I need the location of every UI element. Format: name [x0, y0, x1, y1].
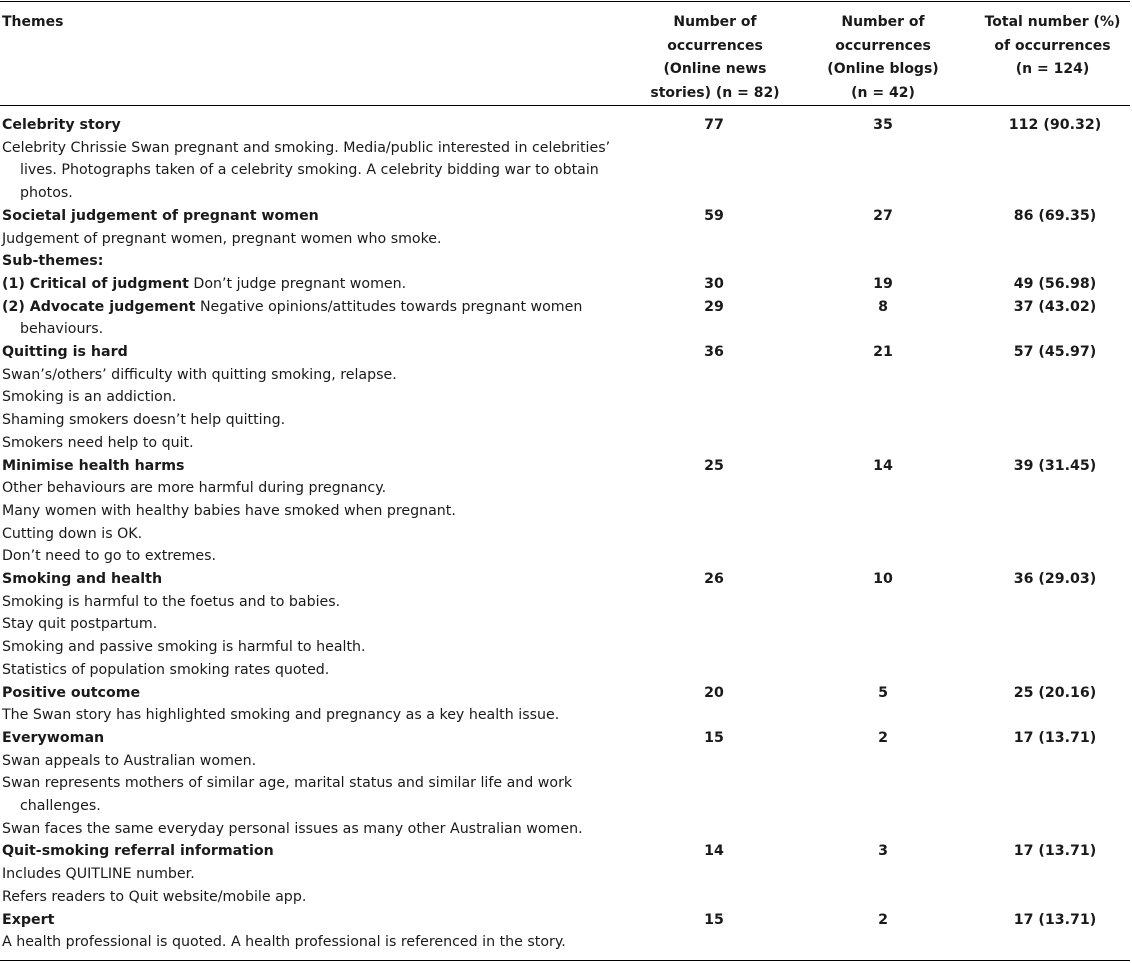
table-header-rule — [0, 105, 1130, 106]
theme-description: Smoking is an addiction. — [2, 389, 177, 406]
table-bottom-rule — [0, 960, 1130, 961]
blogs-count: 27 — [873, 207, 893, 224]
header-total-line: (n = 124) — [1015, 61, 1090, 77]
table-row — [0, 500, 1132, 523]
theme-description: Stay quit postpartum. — [2, 616, 158, 633]
header-news-line: Number of — [673, 14, 757, 30]
total-count: 49 (56.98) — [1013, 275, 1097, 292]
total-count: 37 (43.02) — [1013, 298, 1097, 315]
table-row — [0, 477, 1132, 500]
theme-description: Judgement of pregnant women, pregnant women who smoke. — [2, 230, 442, 247]
header-blogs-line: Number of — [841, 14, 925, 30]
table-row — [0, 613, 1132, 636]
news-count: 29 — [704, 298, 724, 315]
theme-description: Refers readers to Quit website/mobile app. — [2, 888, 307, 905]
theme-description: Includes QUITLINE number. — [2, 866, 195, 883]
theme-description: behaviours. — [20, 321, 104, 338]
theme-title: Smoking and health — [2, 571, 163, 587]
header-blogs-line: (n = 42) — [851, 84, 915, 101]
theme-title: Societal judgement of pregnant women — [2, 207, 319, 224]
theme-description: A health professional is quoted. A health professional is referenced in the story. — [2, 934, 566, 951]
table-row — [0, 818, 1132, 841]
table-row — [0, 409, 1132, 432]
theme-description: Smoking and passive smoking is harmful to health. — [2, 639, 366, 656]
theme-description: Statistics of population smoking rates quoted. — [2, 661, 330, 678]
total-count: 86 (69.35) — [1013, 207, 1097, 224]
theme-description: Other behaviours are more harmful during pregnancy. — [2, 480, 387, 497]
total-count: 25 (20.16) — [1013, 684, 1097, 701]
table-row — [0, 432, 1132, 455]
table-row — [0, 364, 1132, 387]
news-count: 59 — [704, 207, 724, 224]
theme-title: Sub-themes: — [2, 253, 104, 270]
blogs-count: 21 — [873, 344, 893, 360]
theme-row — [0, 114, 1132, 137]
table-row — [0, 523, 1132, 546]
table-row — [0, 182, 1132, 205]
theme-description: photos. — [20, 185, 73, 202]
news-count: 25 — [704, 457, 724, 474]
news-count: 26 — [704, 571, 724, 587]
theme-description: Swan’s/others’ difficulty with quitting smoking, relapse. — [2, 366, 397, 383]
header-total-line: of occurrences — [994, 37, 1111, 54]
table-row — [0, 228, 1132, 251]
table-row — [0, 137, 1132, 160]
theme-title: Everywoman — [2, 729, 105, 746]
theme-row — [0, 909, 1132, 932]
table-row — [0, 863, 1132, 886]
table-row — [0, 386, 1132, 409]
header-news-line: stories) (n = 82) — [650, 84, 780, 101]
table-row — [0, 659, 1132, 682]
news-count: 14 — [704, 843, 724, 860]
header-blogs-line: occurrences — [835, 37, 931, 54]
theme-row — [0, 205, 1132, 228]
theme-row — [0, 568, 1132, 591]
theme-row — [0, 727, 1132, 750]
table-row — [0, 886, 1132, 909]
theme-row — [0, 341, 1132, 364]
theme-description: Swan faces the same everyday personal issues as many other Australian women. — [2, 820, 583, 837]
sub-theme-label: (2) Advocate judgement — [2, 298, 196, 315]
theme-title: Celebrity story — [2, 117, 121, 133]
news-count: 30 — [704, 275, 724, 292]
theme-description: Celebrity Chrissie Swan pregnant and smoking. Media/public interested in celebrities’ — [2, 139, 611, 156]
news-count: 15 — [704, 911, 724, 928]
theme-description: challenges. — [20, 798, 101, 814]
news-count: 15 — [704, 729, 724, 746]
header-news — [640, 11, 790, 105]
news-count: 20 — [704, 684, 724, 701]
sub-theme-description: Negative opinions/attitudes towards pregnant women — [195, 298, 583, 315]
table-row — [0, 296, 1132, 319]
sub-theme-cell — [2, 296, 582, 319]
theme-description: Cutting down is OK. — [2, 525, 143, 542]
theme-row — [0, 250, 1132, 273]
theme-description: Swan represents mothers of similar age, marital status and similar life and work — [2, 775, 573, 792]
theme-description: Shaming smokers doesn’t help quitting. — [2, 412, 286, 429]
header-themes — [2, 11, 63, 35]
theme-title: Minimise health harms — [2, 457, 185, 474]
blogs-count: 35 — [873, 117, 893, 133]
theme-description: Many women with healthy babies have smoked when pregnant. — [2, 502, 456, 519]
header-blogs-line: (Online blogs) — [827, 61, 939, 77]
header-news-line: occurrences — [667, 37, 763, 54]
header-news-line: (Online news — [663, 61, 767, 77]
theme-title: Positive outcome — [2, 684, 141, 701]
table-row — [0, 931, 1132, 954]
theme-title: Expert — [2, 911, 55, 928]
theme-description: Swan appeals to Australian women. — [2, 752, 257, 769]
blogs-count: 10 — [873, 571, 893, 587]
total-count: 36 (29.03) — [1013, 571, 1097, 587]
table-row — [0, 273, 1132, 296]
sub-theme-label: (1) Critical of judgment — [2, 275, 189, 292]
theme-description: Smoking is harmful to the foetus and to babies. — [2, 593, 341, 610]
blogs-count: 8 — [878, 298, 888, 315]
table-row — [0, 795, 1132, 818]
blogs-count: 3 — [878, 843, 888, 860]
table-top-rule — [0, 1, 1130, 2]
blogs-count: 2 — [878, 911, 888, 928]
blogs-count: 19 — [873, 275, 893, 292]
total-count: 17 (13.71) — [1013, 843, 1097, 860]
table-row — [0, 591, 1132, 614]
theme-title: Quitting is hard — [2, 344, 128, 360]
theme-row — [0, 682, 1132, 705]
header-total — [975, 11, 1130, 82]
sub-theme-cell — [2, 273, 406, 296]
table-row — [0, 159, 1132, 182]
total-count: 17 (13.71) — [1013, 729, 1097, 746]
total-count: 17 (13.71) — [1013, 911, 1097, 928]
blogs-count: 14 — [873, 457, 893, 474]
theme-title: Quit-smoking referral information — [2, 843, 274, 860]
theme-row — [0, 455, 1132, 478]
table-row — [0, 636, 1132, 659]
sub-theme-description: Don’t judge pregnant women. — [188, 275, 407, 292]
total-count: 39 (31.45) — [1013, 457, 1097, 474]
total-count: 112 (90.32) — [1008, 117, 1102, 133]
theme-row — [0, 840, 1132, 863]
total-count: 57 (45.97) — [1013, 344, 1097, 360]
theme-description: The Swan story has highlighted smoking and pregnancy as a key health issue. — [2, 707, 560, 724]
blogs-count: 5 — [878, 684, 888, 701]
table-row — [0, 772, 1132, 795]
news-count: 36 — [704, 344, 724, 360]
table-row — [0, 704, 1132, 727]
blogs-count: 2 — [878, 729, 888, 746]
header-themes-label: Themes — [2, 14, 64, 30]
table-row — [0, 750, 1132, 773]
table-row — [0, 545, 1132, 568]
header-blogs — [808, 11, 958, 105]
theme-description: Smokers need help to quit. — [2, 434, 194, 451]
table-row — [0, 318, 1132, 341]
news-count: 77 — [704, 117, 724, 133]
theme-description: lives. Photographs taken of a celebrity smoking. A celebrity bidding war to obtain — [20, 162, 599, 179]
theme-description: Don’t need to go to extremes. — [2, 548, 216, 565]
header-total-line: Total number (%) — [984, 14, 1121, 30]
